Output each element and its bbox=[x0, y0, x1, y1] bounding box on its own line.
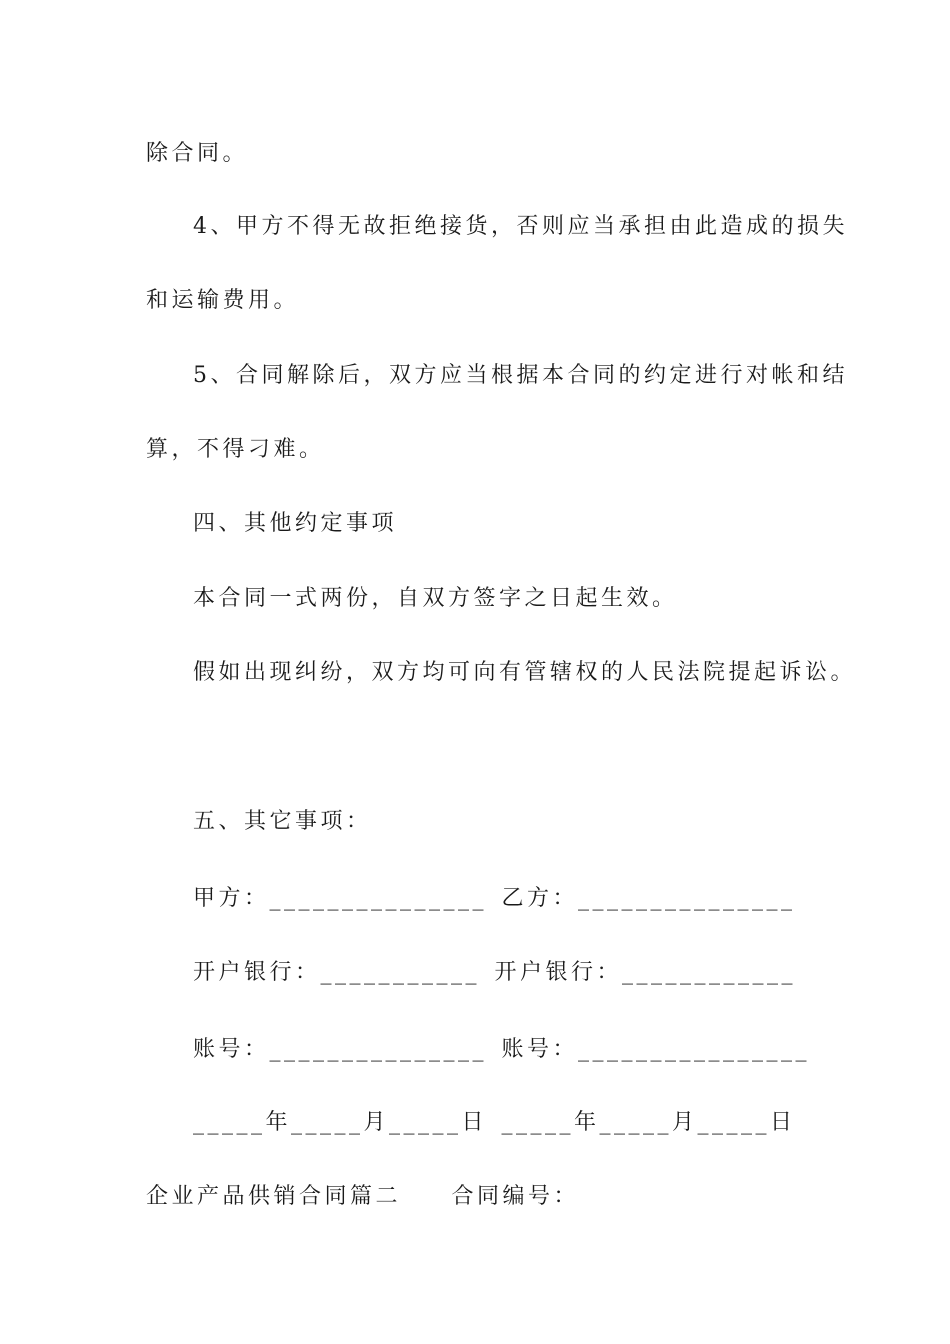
text-line-1: 除合同。 bbox=[146, 141, 249, 166]
next-contract-heading bbox=[146, 1182, 579, 1212]
clause-4: 4、甲方不得无故拒绝接货，否则应当承担由此造成的损失 bbox=[193, 214, 848, 239]
date-row bbox=[193, 1108, 796, 1138]
contract-number-label: 合同编号： bbox=[451, 1184, 580, 1209]
effective-clause: 本合同一式两份，自双方签字之日起生效。 bbox=[193, 586, 678, 611]
dispute-clause: 假如出现纠纷，双方均可向有管辖权的人民法院提起诉讼。 bbox=[193, 660, 857, 685]
bank-b-field: 开户银行：____________ bbox=[494, 960, 797, 985]
party-b-field: 乙方：_______________ bbox=[501, 886, 796, 911]
section-heading-four: 四、其他约定事项 bbox=[193, 511, 398, 536]
bank-row bbox=[193, 958, 796, 988]
account-b-field: 账号：________________ bbox=[501, 1037, 811, 1062]
clause-5-continued: 算，不得刁难。 bbox=[146, 437, 325, 462]
clause-5: 5、合同解除后，双方应当根据本合同的约定进行对帐和结 bbox=[193, 363, 848, 388]
party-row bbox=[193, 884, 796, 914]
clause-4-continued: 和运输费用。 bbox=[146, 288, 300, 313]
section-heading-five: 五、其它事项： bbox=[193, 809, 372, 834]
party-a-field: 甲方：_______________ bbox=[193, 886, 488, 911]
account-row bbox=[193, 1035, 810, 1065]
date-a-field: _____年_____月_____日 bbox=[193, 1110, 488, 1135]
date-b-field: _____年_____月_____日 bbox=[501, 1110, 796, 1135]
account-a-field: 账号：_______________ bbox=[193, 1037, 488, 1062]
next-contract-title: 企业产品供销合同篇二 bbox=[146, 1184, 402, 1209]
bank-a-field: 开户银行：___________ bbox=[193, 960, 481, 985]
